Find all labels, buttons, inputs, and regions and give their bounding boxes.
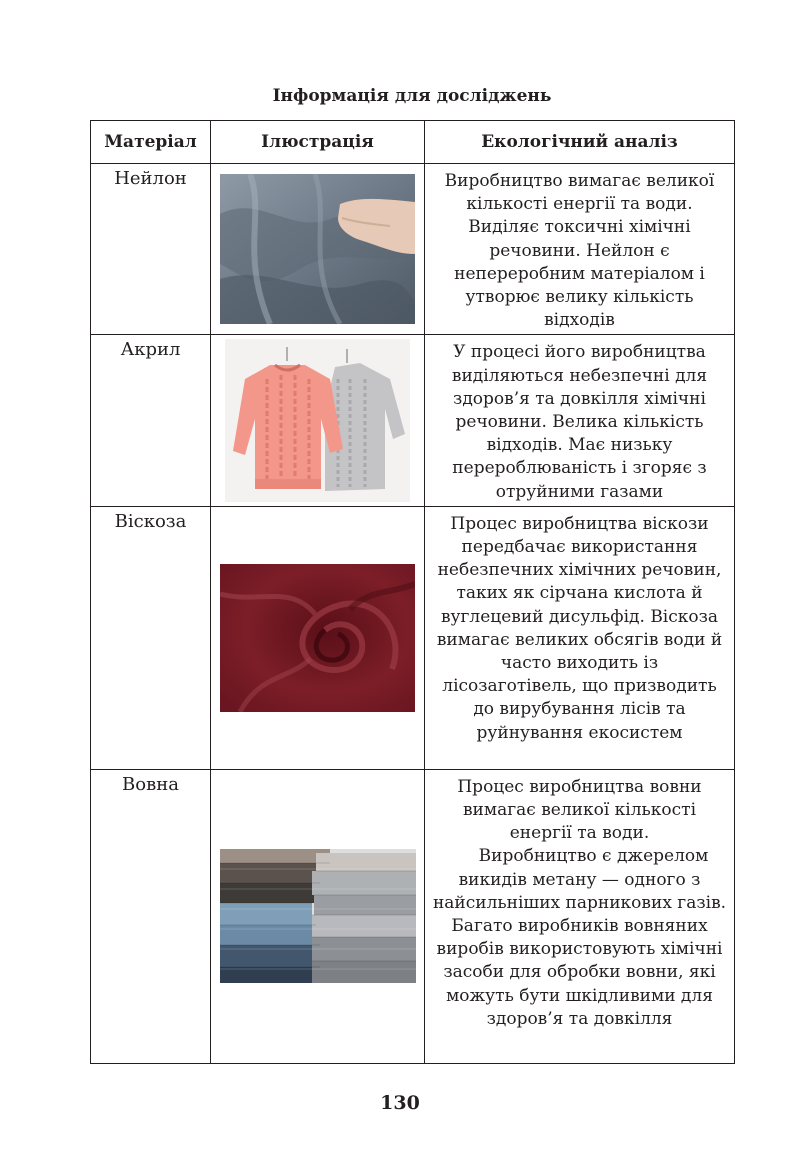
eco-analysis-text: Виробництво вимагає великої кількості енергії та води. Виділяє токсичні хімічні речовини. Нейлон є непереробним матеріалом і утворює велику кількість відходів: [444, 171, 715, 331]
eco-analysis-cell: [425, 506, 735, 769]
eco-analysis-text: Процес виробництва віскози передбачає використання небезпечних хімічних речовин, таких як сірчана кислота й вуглецевий дисульфід. Віскоза вимагає великих обсягів води й часто виходить із лісозаготівель, що призводить до вирубування лісів та руйнування екосистем: [436, 513, 723, 743]
illustration-cell: [211, 335, 425, 506]
eco-analysis-text: Процес виробництва вовни вимагає великої кількості енергії та води.: [457, 776, 702, 844]
acrylic-sweaters-image: [225, 339, 410, 502]
eco-analysis-text: У процесі його виробництва виділяються небезпечні для здоров’я та довкілля хімічні речовини. Велика кількість відходів. Має низьку перероблюваність і згоряє з отруйними газами: [451, 342, 708, 502]
research-info-table: [90, 120, 735, 1064]
header-material: Матеріал: [91, 121, 211, 164]
folded-wool-sweaters-image: [220, 849, 416, 983]
material-name: Вовна: [91, 769, 211, 1063]
table-row: [91, 164, 735, 335]
material-name: Акрил: [91, 335, 211, 506]
header-eco-analysis: Екологічний аналіз: [425, 121, 735, 164]
illustration-cell: [211, 769, 425, 1063]
illustration-cell: [211, 164, 425, 335]
material-name: Нейлон: [91, 164, 211, 335]
eco-analysis-cell: [425, 769, 735, 1063]
eco-analysis-cell: [425, 335, 735, 506]
material-name: Віскоза: [91, 506, 211, 769]
page-number: 130: [380, 1092, 420, 1114]
eco-analysis-cell: [425, 164, 735, 335]
page-title: Інформація для досліджень: [272, 86, 552, 106]
table-header-row: [91, 121, 735, 164]
grey-nylon-fabric-image: [220, 174, 415, 324]
illustration-cell: [211, 506, 425, 769]
table-row: [91, 769, 735, 1063]
burgundy-viscose-fabric-image: [220, 564, 415, 712]
eco-analysis-text: Виробництво є джерелом викидів метану — одного з найсильніших парникових газів. Багато виробників вовняних виробів використовують хімічні засоби для обробки вовни, які можуть бути шкідливими для здоров’я та довкілля: [432, 846, 727, 1029]
table-row: [91, 335, 735, 506]
table-row: [91, 506, 735, 769]
header-illustration: Ілюстрація: [211, 121, 425, 164]
